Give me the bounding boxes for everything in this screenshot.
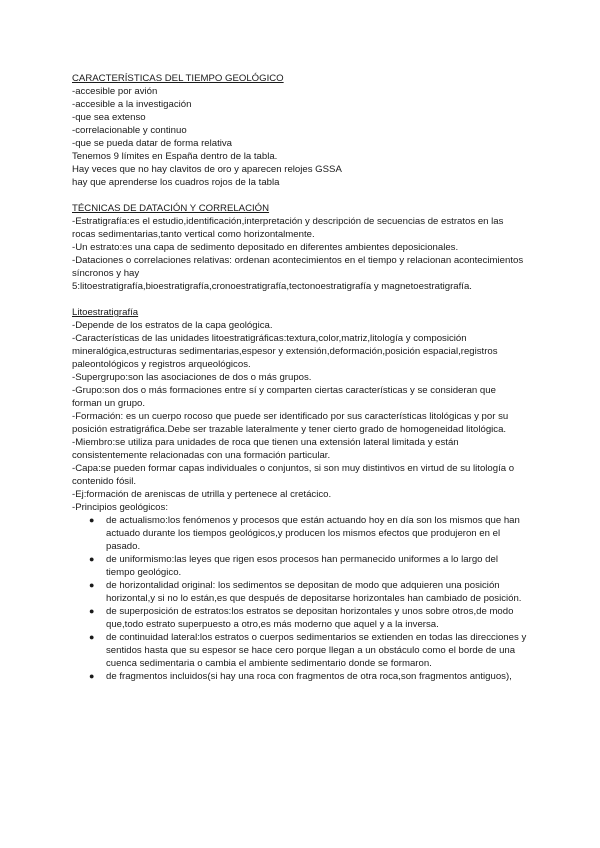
list-item-text: de fragmentos incluidos(si hay una roca con fragmentos de otra roca,son fragmentos antiguos), bbox=[106, 671, 512, 682]
principles-list bbox=[72, 514, 527, 683]
paragraph: -Grupo:son dos o más formaciones entre sí y comparten ciertas características y se consideran que forman un grupo. bbox=[72, 385, 496, 409]
text-line: -que sea extenso bbox=[72, 112, 146, 123]
list-item bbox=[72, 553, 527, 579]
paragraph: -Formación: es un cuerpo rocoso que puede ser identificado por sus características litológicas y por su posición estratigráfica.Debe ser trazable lateralmente y tener cierto grado de homogeneidad litológica. bbox=[72, 411, 509, 435]
list-item bbox=[72, 579, 527, 605]
bullet-icon: ● bbox=[89, 606, 95, 616]
paragraph: -Depende de los estratos de la capa geológica. bbox=[72, 320, 273, 331]
text-line: Hay veces que no hay clavitos de oro y aparecen relojes GSSA bbox=[72, 164, 342, 175]
paragraph: -Estratigrafía:es el estudio,identificación,interpretación y descripción de secuencias de estratos en las rocas sedimentarias,tanto vertical como horizontalmente. bbox=[72, 216, 504, 240]
text-line: hay que aprenderse los cuadros rojos de la tabla bbox=[72, 177, 280, 188]
bullet-icon: ● bbox=[89, 554, 95, 564]
bullet-icon: ● bbox=[89, 632, 95, 642]
bullet-icon: ● bbox=[89, 580, 95, 590]
document-page bbox=[72, 72, 527, 683]
list-item-text: de superposición de estratos:los estratos se depositan horizontales y unos sobre otros,de modo que,todo estrato superpuesto a otro,es más moderno que aquel y a la inversa. bbox=[106, 606, 514, 630]
paragraph: -Ej:formación de areniscas de utrilla y pertenece al cretácico. bbox=[72, 489, 332, 500]
paragraph: -Un estrato:es una capa de sedimento depositado en diferentes ambientes deposicionales. bbox=[72, 242, 459, 253]
paragraph: -Características de las unidades litoestratigráficas:textura,color,matriz,litología y composición mineralógica,estructuras sedimentarias,espesor y extensión,deformación,posición espacial,registros paleontológicos y registros arqueológicos. bbox=[72, 333, 498, 370]
text-line: -accesible a la investigación bbox=[72, 99, 192, 110]
list-item-text: de continuidad lateral:los estratos o cuerpos sedimentarios se extienden en todas las direcciones y sentidos hasta que su espesor se hace cero porque llegan a un obstáculo como el borde de una cuenca sedimentaria o cambia el ambiente sedimentario donde se formaron. bbox=[106, 632, 527, 669]
paragraph: 5:litoestratigrafía,bioestratigrafía,cronoestratigrafía,tectonoestratigrafía y magnetoestratigrafía. bbox=[72, 281, 472, 292]
list-item bbox=[72, 605, 527, 631]
section-title-tecnicas: TÉCNICAS DE DATACIÓN Y CORRELACIÓN bbox=[72, 203, 270, 214]
list-item-text: de uniformismo:las leyes que rigen esos procesos han permanecido uniformes a lo largo del tiempo geológico. bbox=[106, 554, 498, 578]
paragraph: -Supergrupo:son las asociaciones de dos o más grupos. bbox=[72, 372, 312, 383]
paragraph: -Dataciones o correlaciones relativas: ordenan acontecimientos en el tiempo y relacionan acontecimientos síncronos y hay bbox=[72, 255, 524, 279]
section-title-caracteristicas: CARACTERÍSTICAS DEL TIEMPO GEOLÓGICO bbox=[72, 73, 284, 84]
text-line: -accesible por avión bbox=[72, 86, 158, 97]
list-item-text: de actualismo:los fenómenos y procesos que están actuando hoy en día son los mismos que han actuado durante los tiempos geológicos,y producen los mismos efectos que produjeron en el pasado. bbox=[106, 515, 520, 552]
paragraph: -Capa:se pueden formar capas individuales o conjuntos, si son muy distintivos en virtud de su litología o contenido fósil. bbox=[72, 463, 515, 487]
text-line: -correlacionable y continuo bbox=[72, 125, 187, 136]
list-item bbox=[72, 514, 527, 553]
text-line: -que se pueda datar de forma relativa bbox=[72, 138, 232, 149]
paragraph: -Principios geológicos: bbox=[72, 502, 168, 513]
list-item-text: de horizontalidad original: los sedimentos se depositan de modo que adquieren una posición horizontal,y si no lo están,es que después de depositarse horizontales han cambiado de posición. bbox=[106, 580, 522, 604]
bullet-icon: ● bbox=[89, 515, 95, 525]
list-item bbox=[72, 631, 527, 670]
bullet-icon: ● bbox=[89, 671, 95, 681]
paragraph: -Miembro:se utiliza para unidades de roca que tienen una extensión lateral limitada y están consistentemente relacionadas con una formación particular. bbox=[72, 437, 459, 461]
list-item bbox=[72, 670, 527, 683]
section-title-litoestratigrafia: Litoestratigrafía bbox=[72, 307, 139, 318]
text-line: Tenemos 9 límites en España dentro de la tabla. bbox=[72, 151, 278, 162]
